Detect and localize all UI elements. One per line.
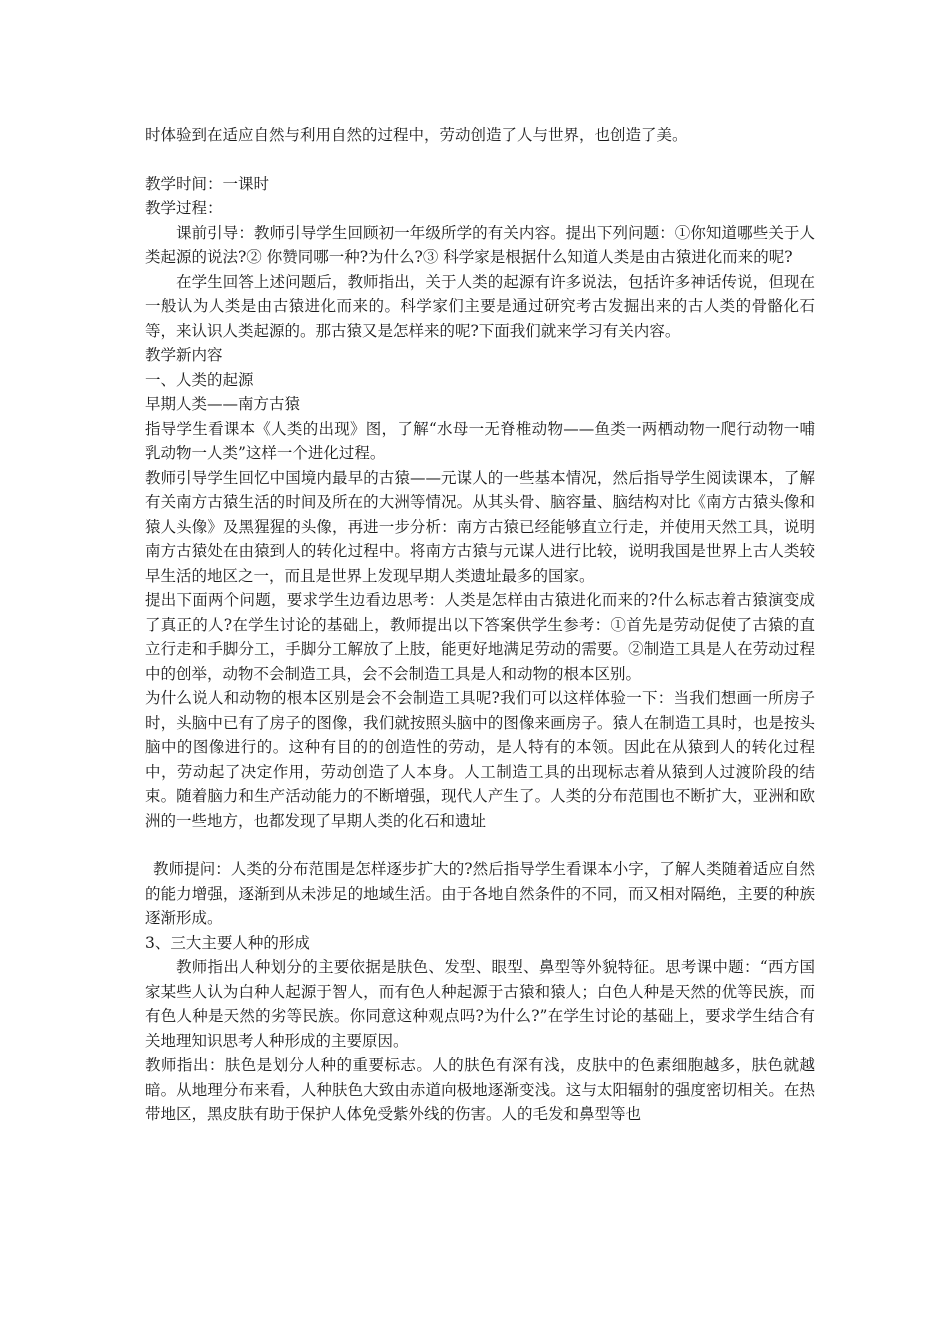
paragraph-intro-continuation: 时体验到在适应自然与利用自然的过程中，劳动创造了人与世界，也创造了美。 (145, 126, 688, 144)
teaching-process-heading: 教学过程： (145, 199, 223, 217)
paragraph-race-criteria: 教师指出人种划分的主要依据是肤色、发型、眼型、鼻型等外貌特征。思考课中题：“西方国家某些人认为白种人起源于智人，而有色人种起源于古猿和猿人；白色人种是天然的优等民族，而有色人种是天然的劣等民族。你同意这种观点吗?为什么?”在学生讨论的基础上，要求学生结合有关地理知识思考人种形成的主要原因。 (145, 958, 815, 1050)
subheading-early-humans: 早期人类——南方古猿 (145, 395, 301, 413)
paragraph-teacher-question: 教师提问：人类的分布范围是怎样逐步扩大的?然后指导学生看课本小字，了解人类随着适应自然的能力增强，逐渐到从未涉足的地域生活。由于各地自然条件的不同，而又相对隔绝，主要的种族逐渐形成。 (145, 860, 815, 927)
paragraph-yuanmou-man: 教师引导学生回忆中国境内最早的古猿——元谋人的一些基本情况，然后指导学生阅读课本，了解有关南方古猿生活的时间及所在的大洲等情况。从其头骨、脑容量、脑结构对比《南方古猿头像和猿人头像》及黑猩猩的头像，再进一步分析：南方古猿已经能够直立行走，并使用天然工具，说明南方古猿处在由猿到人的转化过程中。将南方古猿与元谋人进行比较，说明我国是世界上古人类较早生活的地区之一，而且是世界上发现早期人类遗址最多的国家。 (145, 468, 815, 585)
section-heading-human-origin: 一、人类的起源 (145, 370, 254, 389)
paragraph-pre-class-guidance: 课前引导：教师引导学生回顾初一年级所学的有关内容。提出下列问题：①你知道哪些关于人类起源的说法?② 你赞同哪一种?为什么?③ 科学家是根据什么知道人类是由古猿进化而来的呢? (145, 223, 815, 266)
document-body (145, 123, 815, 1127)
paragraph-skin-color: 教师指出：肤色是划分人种的重要标志。人的肤色有深有浅，皮肤中的色素细胞越多，肤色就越暗。从地理分布来看，人种肤色大致由赤道向极地逐渐变浅。这与太阳辐射的强度密切相关。在热带地区，黑皮肤有助于保护人体免受紫外线的伤害。人的毛发和鼻型等也 (145, 1056, 815, 1123)
paragraph-teacher-points-out: 在学生回答上述问题后，教师指出，关于人类的起源有许多说法，包括许多神话传说，但现在一般认为人类是由古猿进化而来的。科学家们主要是通过研究考古发掘出来的古人类的骨骼化石等，来认识人类起源的。那古猿又是怎样来的呢?下面我们就来学习有关内容。 (145, 272, 815, 340)
paragraph-tool-making: 为什么说人和动物的根本区别是会不会制造工具呢?我们可以这样体验一下：当我们想画一所房子时，头脑中已有了房子的图像，我们就按照头脑中的图像来画房子。猿人在制造工具时，也是按头脑中的图像进行的。这种有目的的创造性的劳动，是人特有的本领。因此在从猿到人的转化过程中，劳动起了决定作用，劳动创造了人本身。人工制造工具的出现标志着从猿到人过渡阶段的结束。随着脑力和生产活动能力的不断增强，现代人产生了。人类的分布范围也不断扩大，亚洲和欧洲的一些地方，也都发现了早期人类的化石和遗址 (145, 689, 815, 830)
new-content-heading: 教学新内容 (145, 346, 223, 364)
teaching-time: 教学时间：一课时 (145, 174, 270, 193)
paragraph-evolution-chart: 指导学生看课本《人类的出现》图，了解“水母一无脊椎动物——鱼类一两栖动物一爬行动物一哺乳动物一人类”这样一个进化过程。 (145, 419, 815, 462)
section-heading-three-races: 3、三大主要人种的形成 (145, 933, 310, 952)
paragraph-two-questions: 提出下面两个问题，要求学生边看边思考：人类是怎样由古猿进化而来的?什么标志着古猿演变成了真正的人?在学生讨论的基础上，教师提出以下答案供学生参考：①首先是劳动促使了古猿的直立行走和手脚分工，手脚分工解放了上肢，能更好地满足劳动的需要。②制造工具是人在劳动过程中的创举，动物不会制造工具，会不会制造工具是人和动物的根本区别。 (145, 591, 815, 683)
